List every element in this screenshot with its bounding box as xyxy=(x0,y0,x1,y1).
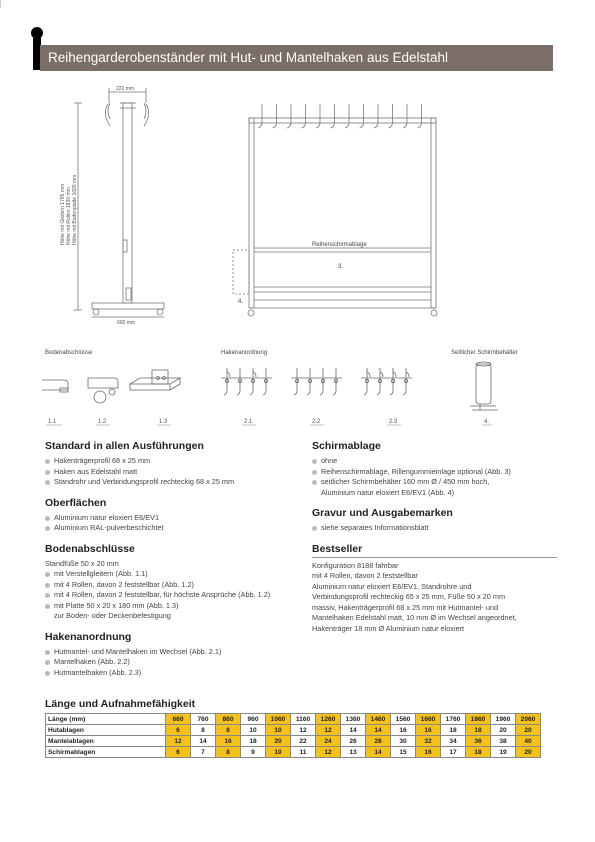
fig-heading-schirmbehaelter: Seitlicher Schirmbehälter xyxy=(451,350,518,356)
table-cell: 960 xyxy=(241,714,266,725)
bullet-icon xyxy=(45,480,50,485)
bullet-icon xyxy=(45,604,50,609)
table-cell: 1560 xyxy=(391,714,416,725)
haken-heading: Hakenanordnung xyxy=(45,630,132,643)
table-cell: 34 xyxy=(441,736,466,747)
table-cell: 1160 xyxy=(291,714,316,725)
bestseller-line: Hakenträger 18 mm Ø Aluminium natur eloxiert xyxy=(312,623,465,633)
hook-icon xyxy=(258,104,262,128)
hook-icon xyxy=(302,104,306,128)
row-label: Schirmablagen xyxy=(46,747,166,758)
table-cell: 36 xyxy=(466,736,491,747)
table-cell: 12 xyxy=(316,747,341,758)
table-cell: 20 xyxy=(516,725,541,736)
table-cell: 12 xyxy=(166,736,191,747)
list-item: Hutmantelhaken (Abb. 2.3) xyxy=(45,668,305,679)
hook-icon xyxy=(403,368,409,395)
table-cell: 11 xyxy=(291,747,316,758)
row-label: Hutablagen xyxy=(46,725,166,736)
height-label-1: Höhe mit Gleitern 1785 mm xyxy=(60,183,66,245)
fig-label-2-1: 2.1 xyxy=(244,419,253,425)
list-item: mit Platte 50 x 20 x 180 mm (Abb. 1.3) xyxy=(45,601,305,612)
fig-heading-hakenanordnung: Hakenanordnung xyxy=(221,350,268,356)
list-item: Aluminium natur eloxiert E6/EV1 xyxy=(45,513,305,524)
boden-heading: Bodenabschlüsse xyxy=(45,542,135,555)
fig-label-1-1: 1.1 xyxy=(48,419,57,425)
table-cell: 1660 xyxy=(416,714,441,725)
table-cell: 32 xyxy=(416,736,441,747)
table-cell: 8 xyxy=(216,725,241,736)
table-cell: 18 xyxy=(466,747,491,758)
table-cell: 10 xyxy=(241,725,266,736)
table-title: Länge und Aufnahmefähigkeit xyxy=(45,698,196,710)
bullet-icon xyxy=(45,572,50,577)
bullet-icon xyxy=(312,470,317,475)
fig-heading-bodenabschluesse: Bodenabschlüsse xyxy=(45,350,93,356)
hook-icon xyxy=(374,104,378,128)
table-cell: 17 xyxy=(441,747,466,758)
bestseller-line: Mantelhaken Edelstahl matt, 10 mm Ø im Wechsel angeordnet, xyxy=(312,613,517,622)
hook-icon xyxy=(364,368,370,395)
table-cell: 1960 xyxy=(491,714,516,725)
capacity-table xyxy=(45,713,541,758)
gravur-heading: Gravur und Ausgabemarken xyxy=(312,507,453,519)
list-item: Hakenträgerprofil 68 x 25 mm xyxy=(45,456,305,467)
schirm-list xyxy=(312,456,557,498)
table-cell: 22 xyxy=(291,736,316,747)
table-cell: 6 xyxy=(166,725,191,736)
left-column xyxy=(45,440,305,687)
table-cell: 18 xyxy=(466,725,491,736)
table-cell: 6 xyxy=(166,747,191,758)
bullet-icon xyxy=(45,650,50,655)
list-item-continuation: zur Boden- oder Deckenbefestigung xyxy=(54,611,171,620)
list-item: Standrohr und Verbindungsprofil rechteckig 68 x 25 mm xyxy=(45,477,305,488)
table-cell: 10 xyxy=(266,725,291,736)
table-row xyxy=(46,714,541,725)
bullet-icon xyxy=(45,583,50,588)
bullet-icon xyxy=(312,526,317,531)
table-cell: 16 xyxy=(416,747,441,758)
table-cell: 18 xyxy=(441,725,466,736)
bullet-icon xyxy=(45,671,50,676)
table-cell: 16 xyxy=(391,725,416,736)
table-cell: 16 xyxy=(416,725,441,736)
table-row xyxy=(46,725,541,736)
table-cell: 30 xyxy=(391,736,416,747)
table-cell: 40 xyxy=(516,736,541,747)
table-cell: 24 xyxy=(316,736,341,747)
table-cell: 28 xyxy=(366,736,391,747)
row-label: Länge (mm) xyxy=(46,714,166,725)
hook-icon xyxy=(316,104,320,128)
table-cell: 760 xyxy=(191,714,216,725)
row-label: Mantelablagen xyxy=(46,736,166,747)
oberflaechen-list xyxy=(45,513,305,534)
list-item: Hutmantel- und Mantelhaken im Wechsel (Abb. 2.1) xyxy=(45,647,305,658)
hook-icon xyxy=(331,104,335,128)
callout-3: 3. xyxy=(338,264,344,270)
table-cell: 12 xyxy=(316,725,341,736)
table-cell: 20 xyxy=(266,736,291,747)
bullet-icon xyxy=(45,660,50,665)
bullet-icon xyxy=(45,459,50,464)
hook-icon xyxy=(389,104,393,128)
table-cell: 12 xyxy=(291,725,316,736)
bullet-icon xyxy=(45,470,50,475)
table-cell: 16 xyxy=(216,736,241,747)
list-item: ohne xyxy=(312,456,557,467)
table-row xyxy=(46,747,541,758)
table-cell: 14 xyxy=(341,725,366,736)
table-cell: 860 xyxy=(216,714,241,725)
table-cell: 7 xyxy=(191,747,216,758)
bestseller-line: Konfiguration 8188 fahrbar xyxy=(312,560,399,570)
list-item: siehe separates Informationsblatt xyxy=(312,523,557,534)
oberflaechen-heading: Oberflächen xyxy=(45,496,107,509)
height-label-2: Höhe mit Rollen 1830 mm xyxy=(66,187,72,245)
bullet-icon xyxy=(312,459,317,464)
hook-icon xyxy=(287,104,291,128)
bestseller-section xyxy=(312,543,557,635)
standard-list xyxy=(45,456,305,488)
fig-label-4: 4. xyxy=(484,419,490,425)
table-cell: 8 xyxy=(191,725,216,736)
bestseller-line: mit 4 Rollen, davon 2 feststellbar xyxy=(312,571,418,580)
table-cell: 26 xyxy=(341,736,366,747)
haken-list xyxy=(45,647,305,679)
callout-4: 4. xyxy=(238,299,244,305)
table-cell: 2060 xyxy=(516,714,541,725)
hook-icon xyxy=(224,368,230,395)
table-cell: 18 xyxy=(241,736,266,747)
table-cell: 15 xyxy=(391,747,416,758)
list-item: mit Verstellgleitern (Abb. 1.1) xyxy=(45,569,305,580)
height-label-3: Höhe mit Bodenplatte 1695 mm xyxy=(72,174,78,245)
table-cell: 13 xyxy=(341,747,366,758)
standard-heading: Standard in allen Ausführungen xyxy=(45,440,204,452)
table-cell: 1860 xyxy=(466,714,491,725)
list-item: mit 4 Rollen, davon 2 feststellbar (Abb. 1.2) xyxy=(45,580,305,591)
bullet-icon xyxy=(45,593,50,598)
table-cell: 19 xyxy=(491,747,516,758)
table-cell: 1060 xyxy=(266,714,291,725)
hook-icon xyxy=(250,368,256,395)
hook-icon xyxy=(360,104,364,128)
list-item: Aluminium RAL-pulverbeschichtet xyxy=(45,523,305,534)
fig-label-1-2: 1.2 xyxy=(98,419,107,425)
page-title: Reihengarderobenständer mit Hut- und Mantelhaken aus Edelstahl xyxy=(40,45,553,71)
hook-icon xyxy=(377,368,383,395)
table-cell: 1260 xyxy=(316,714,341,725)
table-cell: 10 xyxy=(266,747,291,758)
hook-icon xyxy=(345,104,349,128)
dim-bottom-label: 600 mm xyxy=(117,320,136,326)
fig-label-2-3: 2.3 xyxy=(389,419,398,425)
hook-icon xyxy=(418,104,422,128)
hook-icon xyxy=(273,104,277,128)
table-cell: 14 xyxy=(366,747,391,758)
hook-icon xyxy=(403,104,407,128)
schirm-heading: Schirmablage xyxy=(312,440,381,452)
table-cell: 20 xyxy=(491,725,516,736)
table-cell: 660 xyxy=(166,714,191,725)
table-cell: 8 xyxy=(216,747,241,758)
right-column xyxy=(312,440,557,634)
list-item: seitlicher Schirmbehälter 160 mm Ø / 450 mm hoch, xyxy=(312,477,557,488)
gravur-list xyxy=(312,523,557,534)
table-cell: 14 xyxy=(366,725,391,736)
hook-icon xyxy=(390,368,396,395)
dim-top-label: 222 mm xyxy=(116,86,135,92)
list-item: Reihenschirmablage, Rillengummieinlage optional (Abb. 3) xyxy=(312,467,557,478)
table-cell: 1760 xyxy=(441,714,466,725)
list-item: Haken aus Edelstahl matt xyxy=(45,467,305,478)
bullet-icon xyxy=(45,516,50,521)
bestseller-line: Aluminium natur eloxiert E6/EV1, Standrohre und xyxy=(312,581,472,591)
table-cell: 1360 xyxy=(341,714,366,725)
list-item: Mantelhaken (Abb. 2.2) xyxy=(45,657,305,668)
table-cell: 9 xyxy=(241,747,266,758)
bestseller-line: massiv, Hakenträgerprofil 68 x 25 mm mit Hutmantel- und xyxy=(312,602,499,612)
table-row xyxy=(46,736,541,747)
list-item: mit 4 Rollen, davon 2 feststellbar, für höchste Ansprüche (Abb. 1.2) xyxy=(45,590,305,601)
fig-label-1-3: 1.3 xyxy=(159,419,168,425)
bullet-icon xyxy=(312,480,317,485)
boden-intro: Standfüße 50 x 20 mm xyxy=(45,558,119,568)
bullet-icon xyxy=(45,526,50,531)
list-item-continuation: Aluminium natur eloxiert E6/EV1 (Abb. 4) xyxy=(321,487,455,497)
table-cell: 14 xyxy=(191,736,216,747)
fig-label-2-2: 2.2 xyxy=(312,419,321,425)
boden-list xyxy=(45,569,305,622)
table-cell: 1460 xyxy=(366,714,391,725)
table-cell: 20 xyxy=(516,747,541,758)
bestseller-line: Verbindungsprofil rechteckig 65 x 25 mm, Füße 50 x 20 mm xyxy=(312,592,506,601)
shelf-label: Reihenschirmablage xyxy=(312,242,367,248)
table-cell: 38 xyxy=(491,736,516,747)
bestseller-heading: Bestseller xyxy=(312,543,557,558)
